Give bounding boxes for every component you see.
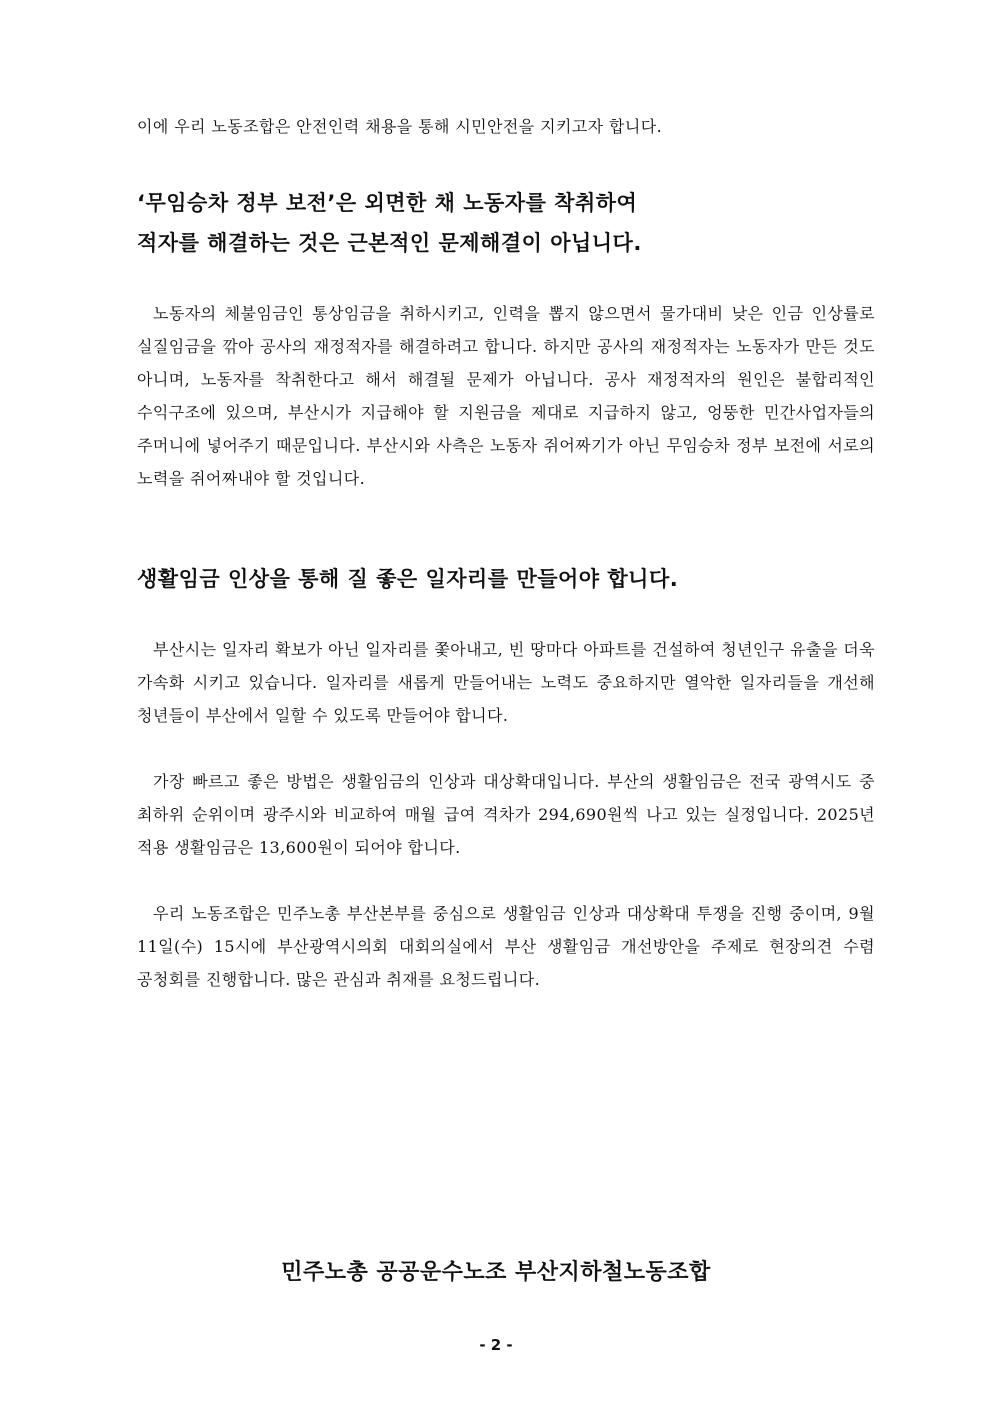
section1-heading-line1: ‘무임승차 정부 보전’은 외면한 채 노동자를 착취하여: [137, 191, 638, 215]
section2-paragraph-2: 가장 빠르고 좋은 방법은 생활임금의 인상과 대상확대입니다. 부산의 생활임금은 전국 광역시도 중 최하위 순위이며 광주시와 비교하여 매월 급여 격차가 294,690원씩 나고 있는 실정입니다. 2025년 적용 생활임금은 13,600원이 되어야 합니다.: [137, 772, 875, 857]
section1-heading-line2: 적자를 해결하는 것은 근본적인 문제해결이 아닙니다.: [137, 231, 642, 255]
section2-heading: 생활임금 인상을 통해 질 좋은 일자리를 만들어야 합니다.: [137, 567, 679, 591]
section1-paragraph: 노동자의 체불임금인 통상임금을 취하시키고, 인력을 뽑지 않으면서 물가대비 낮은 인금 인상률로 실질임금을 깎아 공사의 재정적자를 해결하려고 합니다. 하지만 공사의 재정적자는 노동자가 만든 것도 아니며, 노동자를 착취한다고 해서 해결될 문제가 아닙니다. 공사 재정적자의 원인은 불합리적인 수익구조에 있으며, 부산시가 지급해야 할 지원금을 제대로 지급하지 않고, 엉뚱한 민간사업자들의 주머니에 넣어주기 때문입니다. 부산시와 사측은 노동자 쥐어짜기가 아닌 무임승차 정부 보전에 서로의 노력을 쥐어짜내야 할 것입니다.: [137, 304, 875, 488]
section2-paragraph-3: 우리 노동조합은 민주노총 부산본부를 중심으로 생활임금 인상과 대상확대 투쟁을 진행 중이며, 9월 11일(수) 15시에 부산광역시의회 대회의실에서 부산 생활임금 개선방안을 주제로 현장의견 수렴 공청회를 진행합니다. 많은 관심과 취재를 요청드립니다.: [137, 904, 875, 989]
intro-paragraph: 이에 우리 노동조합은 안전인력 채용을 통해 시민안전을 지키고자 합니다.: [137, 117, 663, 136]
section2-paragraph-1: 부산시는 일자리 확보가 아닌 일자리를 쫓아내고, 빈 땅마다 아파트를 건설하여 청년인구 유출을 더욱 가속화 시키고 있습니다. 일자리를 새롭게 만들어내는 노력도 중요하지만 열악한 일자리들을 개선해 청년들이 부산에서 일할 수 있도록 만들어야 합니다.: [137, 640, 875, 725]
organization-signature: 민주노총 공공운수노조 부산지하철노동조합: [281, 1260, 711, 1285]
page-number: - 2 -: [479, 1336, 513, 1354]
